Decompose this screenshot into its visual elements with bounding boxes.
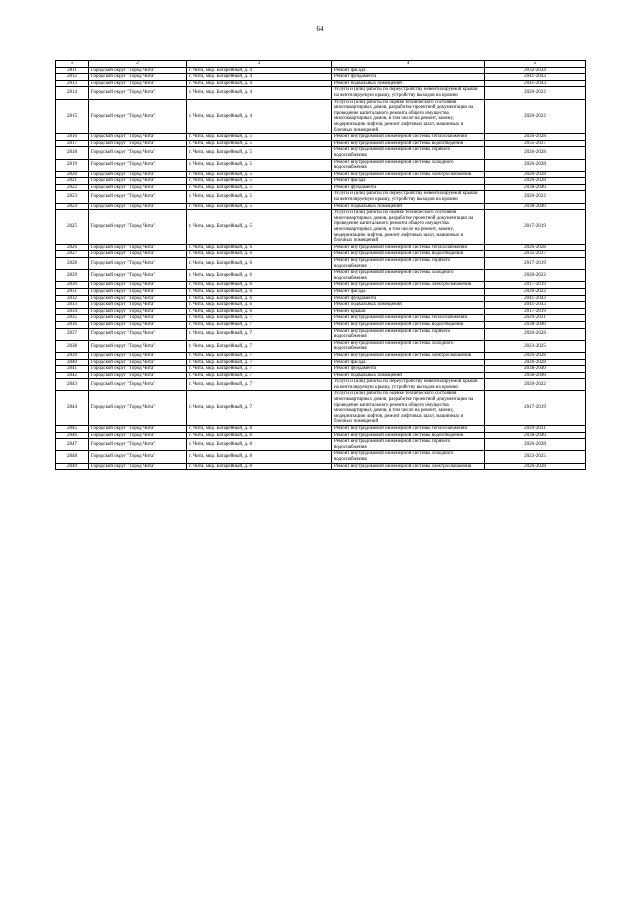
work-type-cell: Ремонт внутридомовой инженерной системы холодного водоснабжения [332, 451, 485, 463]
work-type-cell: Ремонт внутридомовой инженерной системы электроснабжения [332, 463, 485, 470]
row-number-cell: 2834 [56, 308, 89, 315]
table-row [56, 258, 586, 270]
work-type-cell: Ремонт подвальных помещений [332, 80, 485, 87]
address-cell: г. Чита, мкр. Батарейный, д. 6 [187, 288, 332, 295]
address-cell: г. Чита, мкр. Батарейный, д. 7 [187, 379, 332, 391]
period-cell: 2017-2019 [485, 258, 586, 270]
work-type-cell: Ремонт фундамента [332, 184, 485, 191]
table-row [56, 295, 586, 302]
table-row [56, 372, 586, 379]
address-cell: г. Чита, мкр. Батарейный, д. 4 [187, 80, 332, 87]
row-number-cell: 2830 [56, 282, 89, 289]
row-number-cell: 2836 [56, 321, 89, 328]
address-cell: г. Чита, мкр. Батарейный, д. 7 [187, 321, 332, 328]
municipality-cell: Городской округ "Город Чита" [89, 134, 187, 141]
row-number-cell: 2816 [56, 134, 89, 141]
row-number-cell: 2815 [56, 99, 89, 134]
municipality-cell: Городской округ "Город Чита" [89, 74, 187, 81]
address-cell: г. Чита, мкр. Батарейный, д. 4 [187, 87, 332, 99]
address-cell: г. Чита, мкр. Батарейный, д. 8 [187, 451, 332, 463]
table-row [56, 352, 586, 359]
municipality-cell: Городской округ "Город Чита" [89, 80, 187, 87]
row-number-cell: 2824 [56, 203, 89, 210]
work-type-cell: Ремонт подвальных помещений [332, 372, 485, 379]
period-cell: 2032-2034 [485, 67, 586, 74]
municipality-cell: Городской округ "Город Чита" [89, 251, 187, 258]
work-type-cell: Ремонт фасада [332, 178, 485, 185]
municipality-cell: Городской округ "Город Чита" [89, 171, 187, 178]
period-cell: 2020-2022 [485, 99, 586, 134]
work-type-cell: Ремонт внутридомовой инженерной системы холодного водоснабжения [332, 270, 485, 282]
table-row [56, 270, 586, 282]
work-type-cell: Ремонт подвальных помещений [332, 203, 485, 210]
row-number-cell: 2847 [56, 439, 89, 451]
municipality-cell: Городской округ "Город Чита" [89, 463, 187, 470]
address-cell: г. Чита, мкр. Батарейный, д. 6 [187, 251, 332, 258]
period-cell: 2029-2031 [485, 426, 586, 433]
row-number-cell: 2819 [56, 159, 89, 171]
address-cell: г. Чита, мкр. Батарейный, д. 5 [187, 184, 332, 191]
period-cell: 2026-2028 [485, 439, 586, 451]
municipality-cell: Городской округ "Город Чита" [89, 191, 187, 203]
address-cell: г. Чита, мкр. Батарейный, д. 8 [187, 426, 332, 433]
period-cell: 2026-2028 [485, 178, 586, 185]
address-cell: г. Чита, мкр. Батарейный, д. 6 [187, 302, 332, 309]
address-cell: г. Чита, мкр. Батарейный, д. 7 [187, 328, 332, 340]
work-type-cell: Ремонт внутридомовой инженерной системы теплоснабжения [332, 134, 485, 141]
table-row [56, 251, 586, 258]
work-type-cell: Ремонт внутридомовой инженерной системы водоотведения [332, 140, 485, 147]
row-number-cell: 2844 [56, 391, 89, 426]
address-cell: г. Чита, мкр. Батарейный, д. 4 [187, 99, 332, 134]
table-row [56, 140, 586, 147]
table-row [56, 359, 586, 366]
table-row [56, 288, 586, 295]
work-type-cell: Услуги и (или) работы по переустройству невентилируемой крыши на вентилируемую крышу, устройству выходов на кровлю [332, 191, 485, 203]
period-cell: 2026-2028 [485, 159, 586, 171]
municipality-cell: Городской округ "Город Чита" [89, 340, 187, 352]
address-cell: г. Чита, мкр. Батарейный, д. 6 [187, 295, 332, 302]
municipality-cell: Городской округ "Город Чита" [89, 159, 187, 171]
period-cell: 2041-2043 [485, 80, 586, 87]
row-number-cell: 2826 [56, 244, 89, 251]
period-cell: 2026-2028 [485, 171, 586, 178]
row-number-cell: 2842 [56, 372, 89, 379]
municipality-cell: Городской округ "Город Чита" [89, 67, 187, 74]
column-number: 1 [56, 61, 89, 68]
municipality-cell: Городской округ "Город Чита" [89, 282, 187, 289]
address-cell: г. Чита, мкр. Батарейный, д. 7 [187, 366, 332, 373]
period-cell: 2020-2022 [485, 87, 586, 99]
work-type-cell: Ремонт фундамента [332, 366, 485, 373]
table-row [56, 171, 586, 178]
work-type-cell: Услуги и (или) работы по оценке технического состояния многоквартирных домов, разработке проектной документации на проведение капитального ремонта общего имущества многоквартирных домов, в том числе на ремонт, замену, модернизацию лифтов, ремонт лифтовых шахт, машинных и блочных помещений [332, 99, 485, 134]
column-number-row [56, 61, 586, 68]
row-number-cell: 2843 [56, 379, 89, 391]
municipality-cell: Городской округ "Город Чита" [89, 295, 187, 302]
row-number-cell: 2848 [56, 451, 89, 463]
table-row [56, 203, 586, 210]
municipality-cell: Городской округ "Город Чита" [89, 379, 187, 391]
municipality-cell: Городской округ "Город Чита" [89, 184, 187, 191]
address-cell: г. Чита, мкр. Батарейный, д. 6 [187, 270, 332, 282]
table-row [56, 379, 586, 391]
column-number: 2 [89, 61, 187, 68]
row-number-cell: 2841 [56, 366, 89, 373]
row-number-cell: 2828 [56, 258, 89, 270]
municipality-cell: Городской округ "Город Чита" [89, 258, 187, 270]
table-row [56, 328, 586, 340]
table-row [56, 432, 586, 439]
table-row [56, 282, 586, 289]
address-cell: г. Чита, мкр. Батарейный, д. 5 [187, 147, 332, 159]
table-row [56, 308, 586, 315]
table-row [56, 184, 586, 191]
work-type-cell: Ремонт фундамента [332, 74, 485, 81]
period-cell: 2041-2043 [485, 74, 586, 81]
row-number-cell: 2839 [56, 352, 89, 359]
address-cell: г. Чита, мкр. Батарейный, д. 5 [187, 178, 332, 185]
table-row [56, 463, 586, 470]
municipality-cell: Городской округ "Город Чита" [89, 210, 187, 245]
period-cell: 2035-2037 [485, 251, 586, 258]
work-type-cell: Ремонт внутридомовой инженерной системы водоотведения [332, 251, 485, 258]
work-type-cell: Ремонт крыши [332, 308, 485, 315]
work-type-cell: Ремонт внутридомовой инженерной системы горячего водоснабжения [332, 328, 485, 340]
table-row [56, 87, 586, 99]
table-row [56, 439, 586, 451]
period-cell: 2038-2040 [485, 366, 586, 373]
row-number-cell: 2827 [56, 251, 89, 258]
column-number: 5 [485, 61, 586, 68]
period-cell: 2029-2031 [485, 315, 586, 322]
work-type-cell: Услуги и (или) работы по оценке технического состояния многоквартирных домов, разработке проектной документации на проведение капитального ремонта общего имущества многоквартирных домов, в том числе на ремонт, замену, модернизацию лифтов, ремонт лифтовых шахт, машинных и блочных помещений [332, 391, 485, 426]
address-cell: г. Чита, мкр. Батарейный, д. 6 [187, 258, 332, 270]
table-row [56, 321, 586, 328]
address-cell: г. Чита, мкр. Батарейный, д. 8 [187, 439, 332, 451]
row-number-cell: 2832 [56, 295, 89, 302]
page-number: 64 [316, 25, 324, 33]
municipality-cell: Городской округ "Город Чита" [89, 178, 187, 185]
municipality-cell: Городской округ "Город Чита" [89, 147, 187, 159]
row-number-cell: 2833 [56, 302, 89, 309]
period-cell: 2020-2022 [485, 379, 586, 391]
address-cell: г. Чита, мкр. Батарейный, д. 8 [187, 432, 332, 439]
municipality-cell: Городской округ "Город Чита" [89, 439, 187, 451]
period-cell: 2017-2019 [485, 391, 586, 426]
municipality-cell: Городской округ "Город Чита" [89, 288, 187, 295]
row-number-cell: 2812 [56, 74, 89, 81]
municipality-cell: Городской округ "Город Чита" [89, 270, 187, 282]
address-cell: г. Чита, мкр. Батарейный, д. 7 [187, 372, 332, 379]
municipality-cell: Городской округ "Город Чита" [89, 372, 187, 379]
work-type-cell: Ремонт внутридомовой инженерной системы теплоснабжения [332, 315, 485, 322]
work-type-cell: Ремонт подвальных помещений [332, 302, 485, 309]
municipality-cell: Городской округ "Город Чита" [89, 140, 187, 147]
work-type-cell: Ремонт фасада [332, 359, 485, 366]
table-row [56, 451, 586, 463]
work-type-cell: Ремонт фасада [332, 67, 485, 74]
period-cell: 2038-2040 [485, 432, 586, 439]
row-number-cell: 2829 [56, 270, 89, 282]
column-number: 3 [187, 61, 332, 68]
address-cell: г. Чита, мкр. Батарейный, д. 7 [187, 315, 332, 322]
municipality-cell: Городской округ "Город Чита" [89, 366, 187, 373]
row-number-cell: 2822 [56, 184, 89, 191]
row-number-cell: 2846 [56, 432, 89, 439]
work-type-cell: Ремонт внутридомовой инженерной системы электроснабжения [332, 282, 485, 289]
period-cell: 2023-2025 [485, 340, 586, 352]
table-row [56, 191, 586, 203]
capital-repair-table [55, 60, 586, 470]
municipality-cell: Городской округ "Город Чита" [89, 432, 187, 439]
table-row [56, 67, 586, 74]
work-type-cell: Услуги и (или) работы по переустройству невентилируемой крыши на вентилируемую крышу, устройству выходов на кровлю [332, 379, 485, 391]
period-cell: 2026-2028 [485, 244, 586, 251]
address-cell: г. Чита, мкр. Батарейный, д. 5 [187, 134, 332, 141]
period-cell: 2041-2043 [485, 295, 586, 302]
period-cell: 2017-2019 [485, 308, 586, 315]
table-row [56, 315, 586, 322]
period-cell: 2020-2022 [485, 288, 586, 295]
table-row [56, 426, 586, 433]
work-type-cell: Услуги и (или) работы по переустройству невентилируемой крыши на вентилируемую крышу, устройству выходов на кровлю [332, 87, 485, 99]
municipality-cell: Городской округ "Город Чита" [89, 99, 187, 134]
address-cell: г. Чита, мкр. Батарейный, д. 5 [187, 191, 332, 203]
municipality-cell: Городской округ "Город Чита" [89, 87, 187, 99]
address-cell: г. Чита, мкр. Батарейный, д. 5 [187, 171, 332, 178]
address-cell: г. Чита, мкр. Батарейный, д. 6 [187, 308, 332, 315]
work-type-cell: Ремонт внутридомовой инженерной системы электроснабжения [332, 171, 485, 178]
period-cell: 2026-2028 [485, 134, 586, 141]
period-cell: 2017-2019 [485, 282, 586, 289]
address-cell: г. Чита, мкр. Батарейный, д. 5 [187, 210, 332, 245]
row-number-cell: 2845 [56, 426, 89, 433]
address-cell: г. Чита, мкр. Батарейный, д. 8 [187, 463, 332, 470]
address-cell: г. Чита, мкр. Батарейный, д. 7 [187, 359, 332, 366]
row-number-cell: 2817 [56, 140, 89, 147]
period-cell: 2038-2040 [485, 203, 586, 210]
row-number-cell: 2838 [56, 340, 89, 352]
municipality-cell: Городской округ "Город Чита" [89, 426, 187, 433]
row-number-cell: 2840 [56, 359, 89, 366]
table-row [56, 147, 586, 159]
work-type-cell: Ремонт внутридомовой инженерной системы горячего водоснабжения [332, 439, 485, 451]
table-row [56, 244, 586, 251]
period-cell: 2041-2043 [485, 302, 586, 309]
row-number-cell: 2849 [56, 463, 89, 470]
period-cell: 2038-2040 [485, 321, 586, 328]
address-cell: г. Чита, мкр. Батарейный, д. 7 [187, 352, 332, 359]
work-type-cell: Ремонт фасада [332, 288, 485, 295]
work-type-cell: Ремонт внутридомовой инженерной системы электроснабжения [332, 352, 485, 359]
work-type-cell: Ремонт внутридомовой инженерной системы горячего водоснабжения [332, 258, 485, 270]
table-row [56, 302, 586, 309]
table-row [56, 134, 586, 141]
address-cell: г. Чита, мкр. Батарейный, д. 4 [187, 67, 332, 74]
municipality-cell: Городской округ "Город Чита" [89, 203, 187, 210]
address-cell: г. Чита, мкр. Батарейный, д. 5 [187, 140, 332, 147]
table-row [56, 178, 586, 185]
column-number: 4 [332, 61, 485, 68]
row-number-cell: 2811 [56, 67, 89, 74]
address-cell: г. Чита, мкр. Батарейный, д. 7 [187, 340, 332, 352]
period-cell: 2026-2028 [485, 359, 586, 366]
address-cell: г. Чита, мкр. Батарейный, д. 6 [187, 282, 332, 289]
work-type-cell: Ремонт внутридомовой инженерной системы теплоснабжения [332, 244, 485, 251]
table-row [56, 340, 586, 352]
period-cell: 2023-2025 [485, 451, 586, 463]
municipality-cell: Городской округ "Город Чита" [89, 321, 187, 328]
period-cell: 2038-2040 [485, 372, 586, 379]
row-number-cell: 2835 [56, 315, 89, 322]
municipality-cell: Городской округ "Город Чита" [89, 451, 187, 463]
row-number-cell: 2837 [56, 328, 89, 340]
table-row [56, 159, 586, 171]
table-row [56, 74, 586, 81]
row-number-cell: 2820 [56, 171, 89, 178]
table-row [56, 80, 586, 87]
address-cell: г. Чита, мкр. Батарейный, д. 7 [187, 391, 332, 426]
row-number-cell: 2823 [56, 191, 89, 203]
table-row [56, 366, 586, 373]
period-cell: 2026-2028 [485, 328, 586, 340]
municipality-cell: Городской округ "Город Чита" [89, 352, 187, 359]
row-number-cell: 2818 [56, 147, 89, 159]
period-cell: 2026-2028 [485, 147, 586, 159]
municipality-cell: Городской округ "Город Чита" [89, 328, 187, 340]
address-cell: г. Чита, мкр. Батарейный, д. 5 [187, 203, 332, 210]
work-type-cell: Ремонт внутридомовой инженерной системы водоотведения [332, 321, 485, 328]
address-cell: г. Чита, мкр. Батарейный, д. 5 [187, 159, 332, 171]
work-type-cell: Ремонт внутридомовой инженерной системы горячего водоснабжения [332, 147, 485, 159]
municipality-cell: Городской округ "Город Чита" [89, 308, 187, 315]
municipality-cell: Городской округ "Город Чита" [89, 244, 187, 251]
row-number-cell: 2813 [56, 80, 89, 87]
period-cell: 2020-2022 [485, 270, 586, 282]
table-row [56, 210, 586, 245]
period-cell: 2026-2028 [485, 352, 586, 359]
work-type-cell: Ремонт внутридомовой инженерной системы теплоснабжения [332, 426, 485, 433]
address-cell: г. Чита, мкр. Батарейный, д. 4 [187, 74, 332, 81]
work-type-cell: Ремонт внутридомовой инженерной системы холодного водоснабжения [332, 159, 485, 171]
period-cell: 2020-2022 [485, 191, 586, 203]
work-type-cell: Ремонт внутридомовой инженерной системы холодного водоснабжения [332, 340, 485, 352]
table-row [56, 99, 586, 134]
row-number-cell: 2814 [56, 87, 89, 99]
row-number-cell: 2831 [56, 288, 89, 295]
period-cell: 2026-2028 [485, 463, 586, 470]
municipality-cell: Городской округ "Город Чита" [89, 302, 187, 309]
work-type-cell: Услуги и (или) работы по оценке технического состояния многоквартирных домов, разработке проектной документации на проведение капитального ремонта общего имущества многоквартирных домов, в том числе на ремонт, замену, модернизацию лифтов, ремонт лифтовых шахт, машинных и блочных помещений [332, 210, 485, 245]
work-type-cell: Ремонт внутридомовой инженерной системы водоотведения [332, 432, 485, 439]
municipality-cell: Городской округ "Город Чита" [89, 359, 187, 366]
address-cell: г. Чита, мкр. Батарейный, д. 6 [187, 244, 332, 251]
work-type-cell: Ремонт фундамента [332, 295, 485, 302]
row-number-cell: 2821 [56, 178, 89, 185]
row-number-cell: 2825 [56, 210, 89, 245]
table-row [56, 391, 586, 426]
period-cell: 2038-2040 [485, 184, 586, 191]
period-cell: 2035-2037 [485, 140, 586, 147]
municipality-cell: Городской округ "Город Чита" [89, 391, 187, 426]
period-cell: 2017-2019 [485, 210, 586, 245]
municipality-cell: Городской округ "Город Чита" [89, 315, 187, 322]
